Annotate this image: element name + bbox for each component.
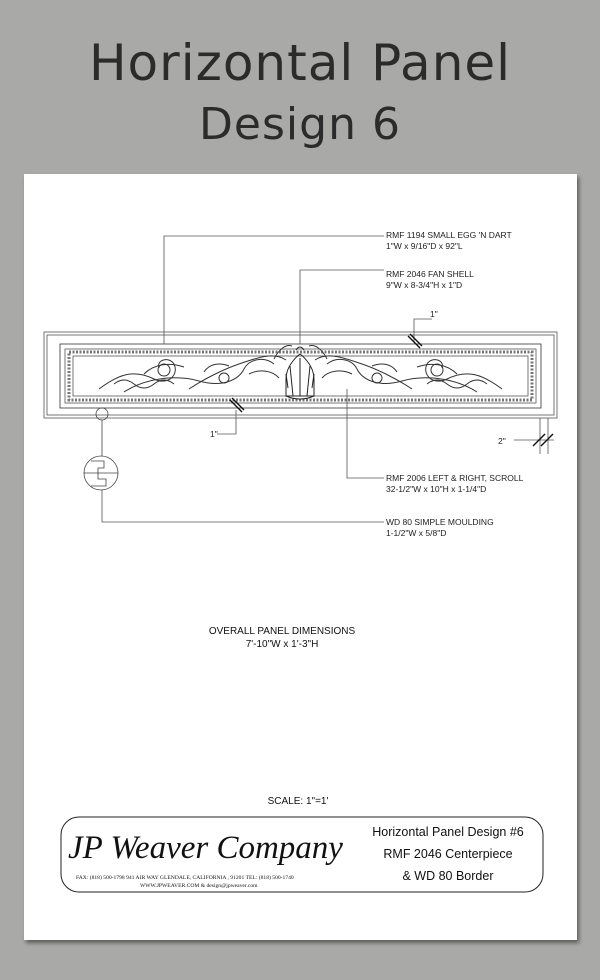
contact-line-2: WWW.JPWEAVER.COM & design@jpweaver.com (140, 883, 258, 889)
title-block-line3: & WD 80 Border (402, 869, 494, 883)
egg-dart-dims: 1"W x 9/16"D x 92"L (386, 241, 463, 251)
scroll-dims: 32-1/2"W x 10"H x 1-1/4"D (386, 484, 487, 494)
moulding-section-detail (84, 408, 118, 490)
fan-shell-label: RMF 2046 FAN SHELL (386, 269, 474, 279)
company-logo-text: JP Weaver Company (68, 830, 343, 866)
dim-top-label: 1" (430, 309, 438, 319)
title-block-line1: Horizontal Panel Design #6 (372, 825, 524, 839)
page-subtitle: Design 6 (199, 99, 401, 150)
moulding-dims: 1-1/2"W x 5/8"D (386, 528, 447, 538)
fan-shell-dims: 9"W x 8-3/4"H x 1"D (386, 280, 463, 290)
egg-dart-label: RMF 1194 SMALL EGG 'N DART (386, 230, 512, 240)
overall-dimensions-label: OVERALL PANEL DIMENSIONS (208, 626, 356, 637)
title-block (61, 817, 543, 892)
contact-line-1: FAX: (818) 500-1798 941 AIR WAY GLENDALE, CALIFORNIA , 91201 TEL: (818) 500-1740 (76, 875, 294, 881)
drawing-canvas (24, 174, 577, 940)
drawing-sheet (24, 174, 577, 940)
scroll-label: RMF 2006 LEFT & RIGHT, SCROLL (386, 473, 524, 483)
moulding-label: WD 80 SIMPLE MOULDING (386, 517, 494, 527)
scale-label: SCALE: 1"=1' (267, 796, 329, 807)
title-block-line2: RMF 2046 Centerpiece (383, 847, 513, 861)
page-title: Horizontal Panel (88, 34, 512, 92)
overall-dimensions-value: 7'-10"W x 1'-3"H (245, 639, 319, 650)
fan-shell-ornament (286, 347, 314, 399)
dim-left-label: 1" (210, 429, 218, 439)
dim-right-label: 2" (498, 436, 506, 446)
